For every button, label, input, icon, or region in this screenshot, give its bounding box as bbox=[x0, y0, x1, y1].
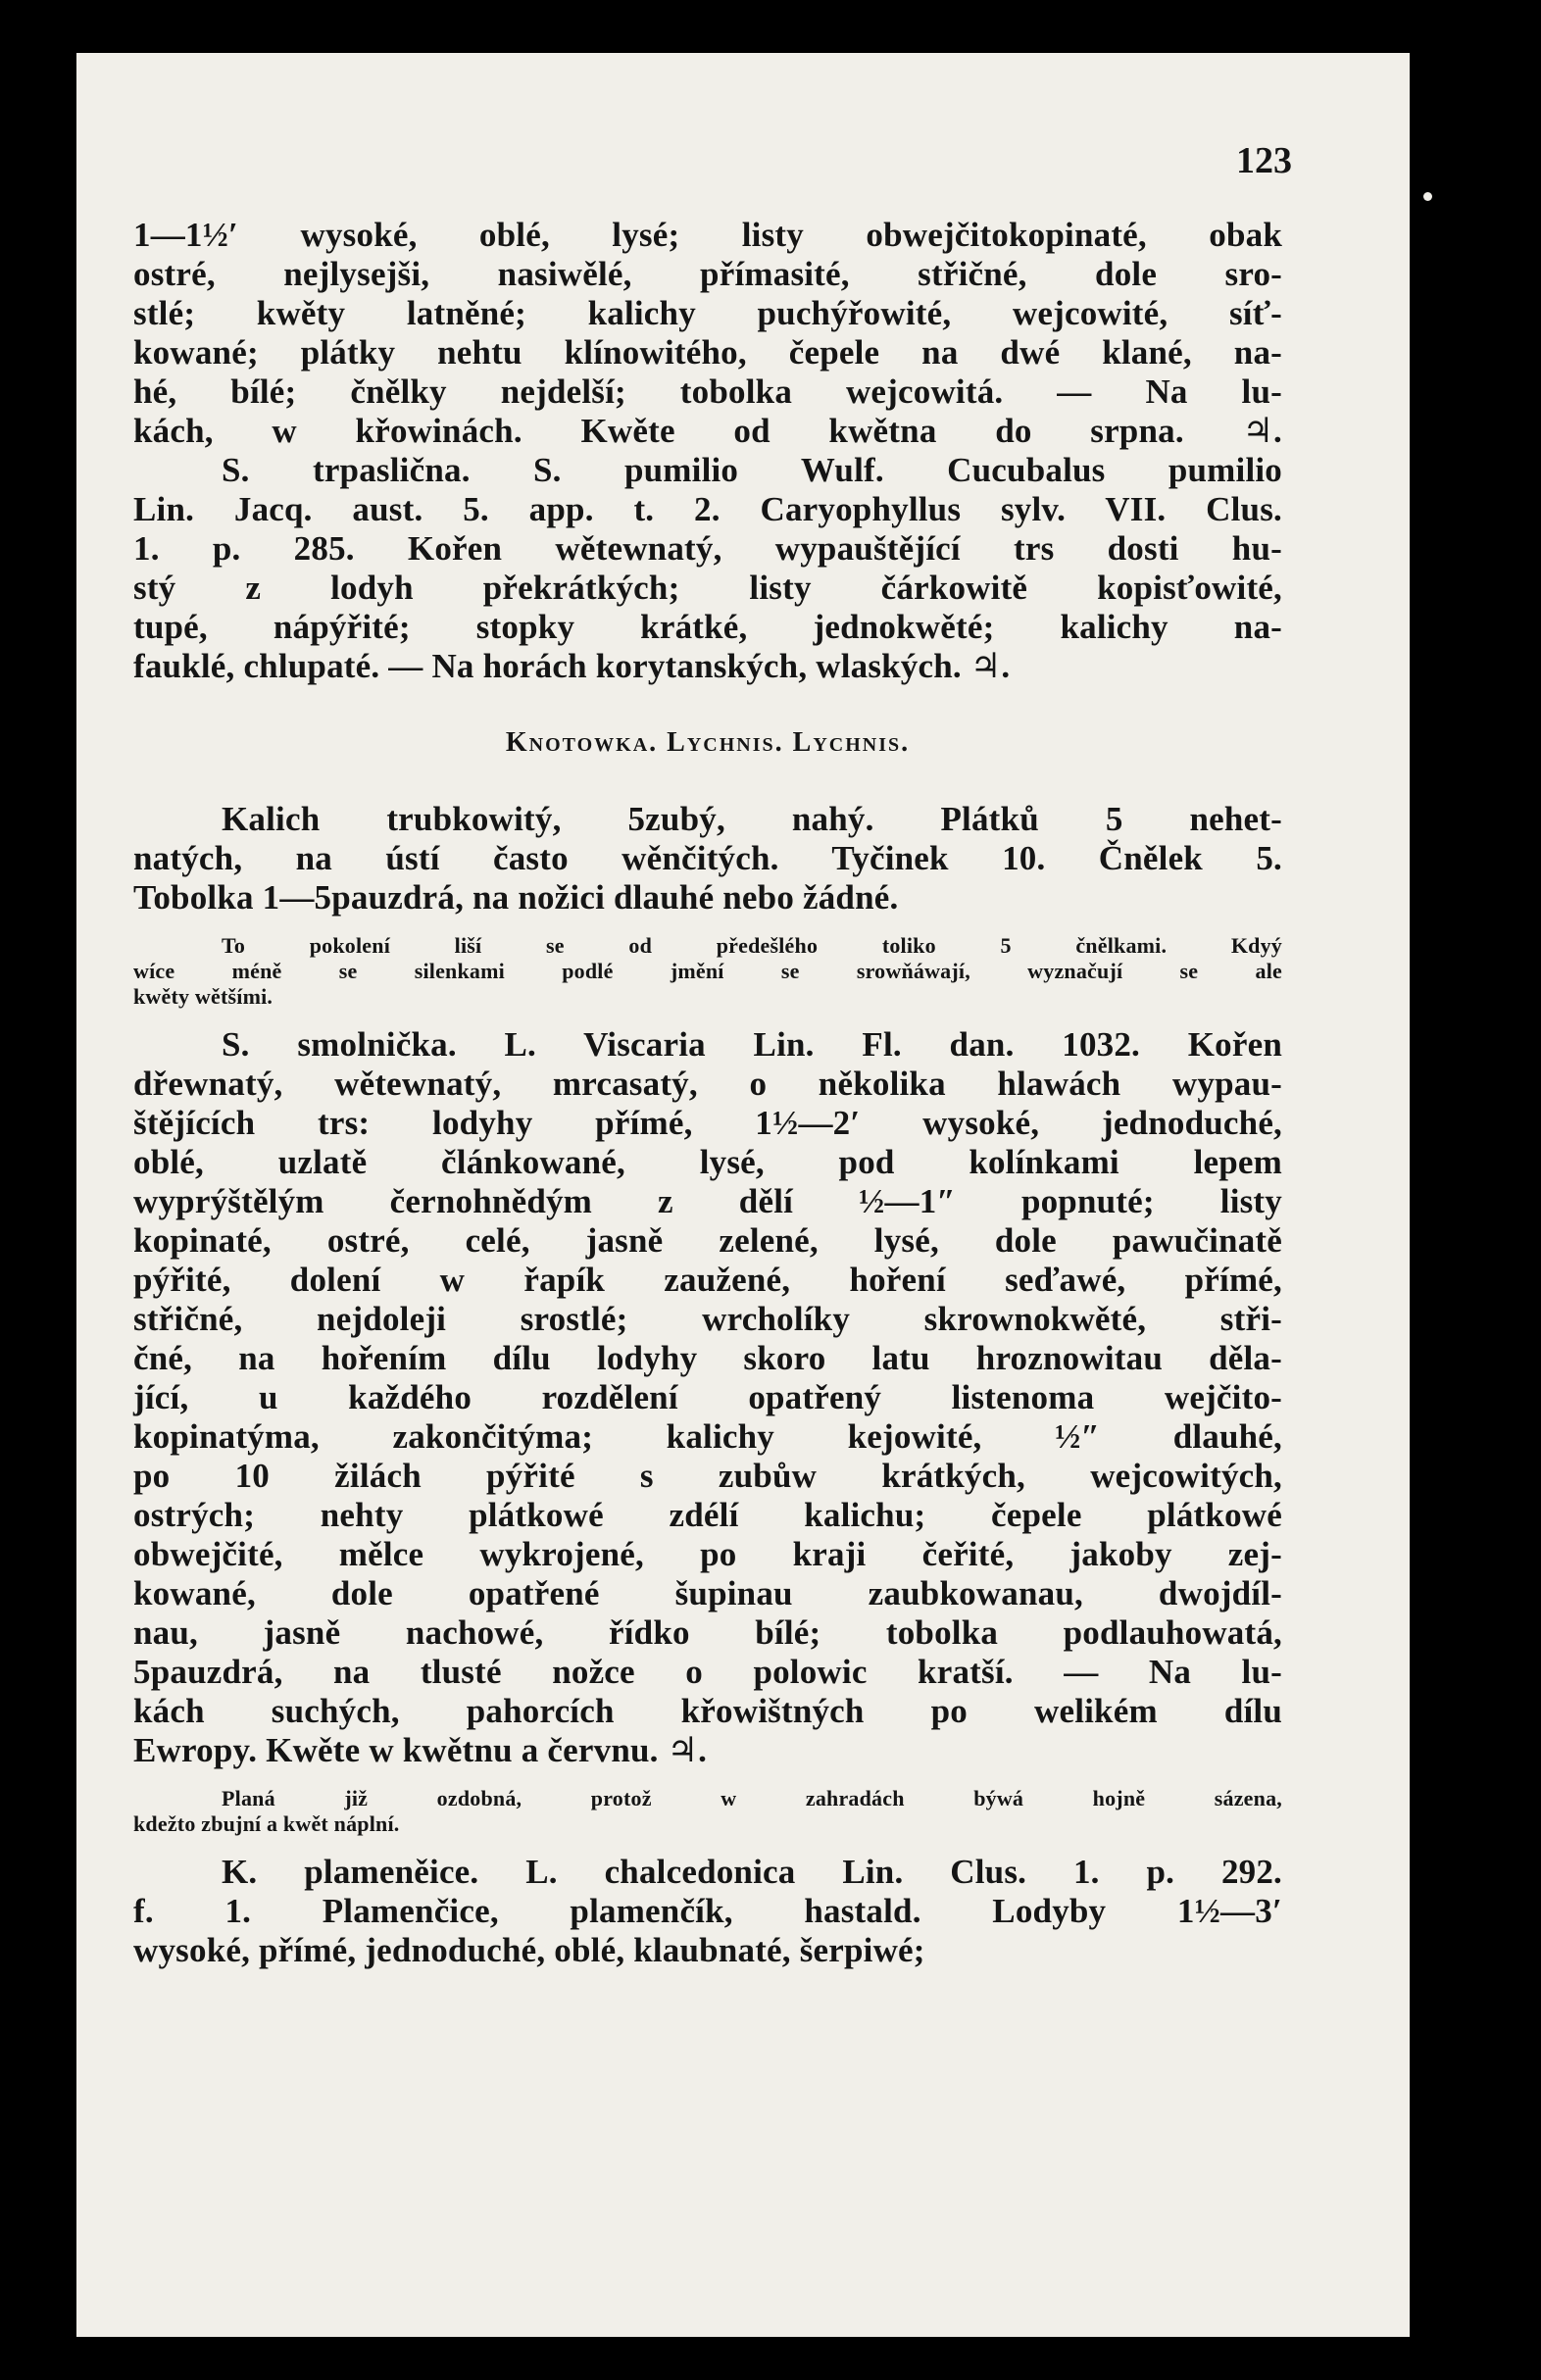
note-genus bbox=[133, 933, 1282, 1010]
text-line: kowané, dole opatřené šupinau zaubkowanau, dwojdíl- bbox=[133, 1574, 1282, 1612]
page-text bbox=[133, 216, 1282, 1970]
text-line: hé, bílé; čnělky nejdelší; tobolka wejcowitá. — Na lu- bbox=[133, 372, 1282, 411]
text-line: 1—1½′ wysoké, oblé, lysé; listy obwejčitokopinaté, obak bbox=[133, 216, 1282, 254]
text-line: kwěty wětšími. bbox=[133, 984, 273, 1009]
text-line: oblé, uzlatě článkowané, lysé, pod kolínkami lepem bbox=[133, 1143, 1282, 1181]
text-line: kopinatýma, zakončitýma; kalichy kejowité, ½″ dlauhé, bbox=[133, 1417, 1282, 1456]
text-line: Kalich trubkowitý, 5zubý, nahý. Plátků 5 nehet- bbox=[222, 800, 1282, 838]
text-line: štějících trs: lodyhy přímé, 1½—2′ wysoké, jednoduché, bbox=[133, 1104, 1282, 1142]
text-line: kopinaté, ostré, celé, jasně zelené, lysé, dole pawučinatě bbox=[133, 1221, 1282, 1260]
paragraph-silene-description bbox=[133, 216, 1282, 686]
text-line: jící, u každého rozdělení opatřený listenoma wejčito- bbox=[133, 1378, 1282, 1416]
note-cultivation bbox=[133, 1786, 1282, 1837]
text-line: stlé; kwěty latněné; kalichy puchýřowité, wejcowité, síť- bbox=[133, 294, 1282, 332]
text-line: střičné, nejdoleji srostlé; wrcholíky skrownokwěté, stři- bbox=[133, 1300, 1282, 1338]
text-line: dřewnatý, wětewnatý, mrcasatý, o několika hlawách wypau- bbox=[133, 1065, 1282, 1103]
text-line: K. plameněice. L. chalcedonica Lin. Clus. 1. p. 292. bbox=[222, 1853, 1282, 1891]
text-line: natých, na ústí často wěnčitých. Tyčinek 10. Čnělek 5. bbox=[133, 839, 1282, 877]
text-line: pýřité, dolení w řapík zaužené, hoření seďawé, přímé, bbox=[133, 1261, 1282, 1299]
text-line: f. 1. Plamenčice, plamenčík, hastald. Lodyby 1½—3′ bbox=[133, 1892, 1282, 1930]
genus-heading: Knotowka. Lychnis. Lychnis. bbox=[505, 727, 911, 758]
text-line: Tobolka 1—5pauzdrá, na nožici dlauhé nebo žádné. bbox=[133, 878, 899, 917]
paragraph-lychnis-chalcedonica bbox=[133, 1853, 1282, 1970]
text-line: To pokolení liší se od předešlého toliko 5 čnělkami. Kdyý bbox=[222, 933, 1282, 958]
text-line: Planá již ozdobná, protož w zahradách býwá hojně sázena, bbox=[222, 1786, 1282, 1810]
text-line: kdežto zbujní a kwět náplní. bbox=[133, 1811, 400, 1836]
text-line: Ewropy. Kwěte w kwětnu a červnu. ♃. bbox=[133, 1731, 708, 1769]
text-line: S. smolnička. L. Viscaria Lin. Fl. dan. 1032. Kořen bbox=[222, 1025, 1282, 1064]
book-page bbox=[76, 53, 1410, 2337]
text-line: po 10 žilách pýřité s zubůw krátkých, wejcowitých, bbox=[133, 1457, 1282, 1495]
text-line: kách, w křowinách. Kwěte od kwětna do srpna. ♃. bbox=[133, 412, 1282, 450]
text-line: fauklé, chlupaté. — Na horách korytanských, wlaských. ♃. bbox=[133, 647, 1011, 685]
text-line: obwejčité, mělce wykrojené, po kraji čeřité, jakoby zej- bbox=[133, 1535, 1282, 1573]
text-line: ostré, nejlysejši, nasiwělé, přímasité, střičné, dole sro- bbox=[133, 255, 1282, 293]
text-line: S. trpaslična. S. pumilio Wulf. Cucubalus pumilio bbox=[222, 451, 1282, 489]
text-line: wysoké, přímé, jednoduché, oblé, klaubnaté, šerpiwé; bbox=[133, 1931, 925, 1969]
text-line: stý z lodyh překrátkých; listy čárkowitě kopisťowité, bbox=[133, 569, 1282, 607]
text-line: nau, jasně nachowé, řídko bílé; tobolka podlauhowatá, bbox=[133, 1613, 1282, 1652]
text-line: kách suchých, pahorcích křowištných po welikém dílu bbox=[133, 1692, 1282, 1730]
page-number: 123 bbox=[1236, 140, 1292, 181]
text-line: čné, na hořením dílu lodyhy skoro latu hroznowitau děla- bbox=[133, 1339, 1282, 1377]
text-line: 5pauzdrá, na tlusté nožce o polowic kratší. — Na lu- bbox=[133, 1653, 1282, 1691]
text-line: wyprýštělým černohnědým z dělí ½—1″ popnuté; listy bbox=[133, 1182, 1282, 1220]
text-line: ostrých; nehty plátkowé zdélí kalichu; čepele plátkowé bbox=[133, 1496, 1282, 1534]
paragraph-genus-characters bbox=[133, 800, 1282, 917]
text-line: wíce méně se silenkami podlé jmění se srowňáwají, wyznačují se ale bbox=[133, 959, 1282, 983]
text-line: Lin. Jacq. aust. 5. app. t. 2. Caryophyllus sylv. VII. Clus. bbox=[133, 490, 1282, 528]
speck bbox=[1423, 192, 1432, 201]
text-line: 1. p. 285. Kořen wětewnatý, wypauštějící trs dosti hu- bbox=[133, 529, 1282, 568]
text-line: kowané; plátky nehtu klínowitého, čepele na dwé klané, na- bbox=[133, 333, 1282, 372]
paragraph-lychnis-viscaria bbox=[133, 1025, 1282, 1770]
text-line: tupé, nápýřité; stopky krátké, jednokwěté; kalichy na- bbox=[133, 608, 1282, 646]
